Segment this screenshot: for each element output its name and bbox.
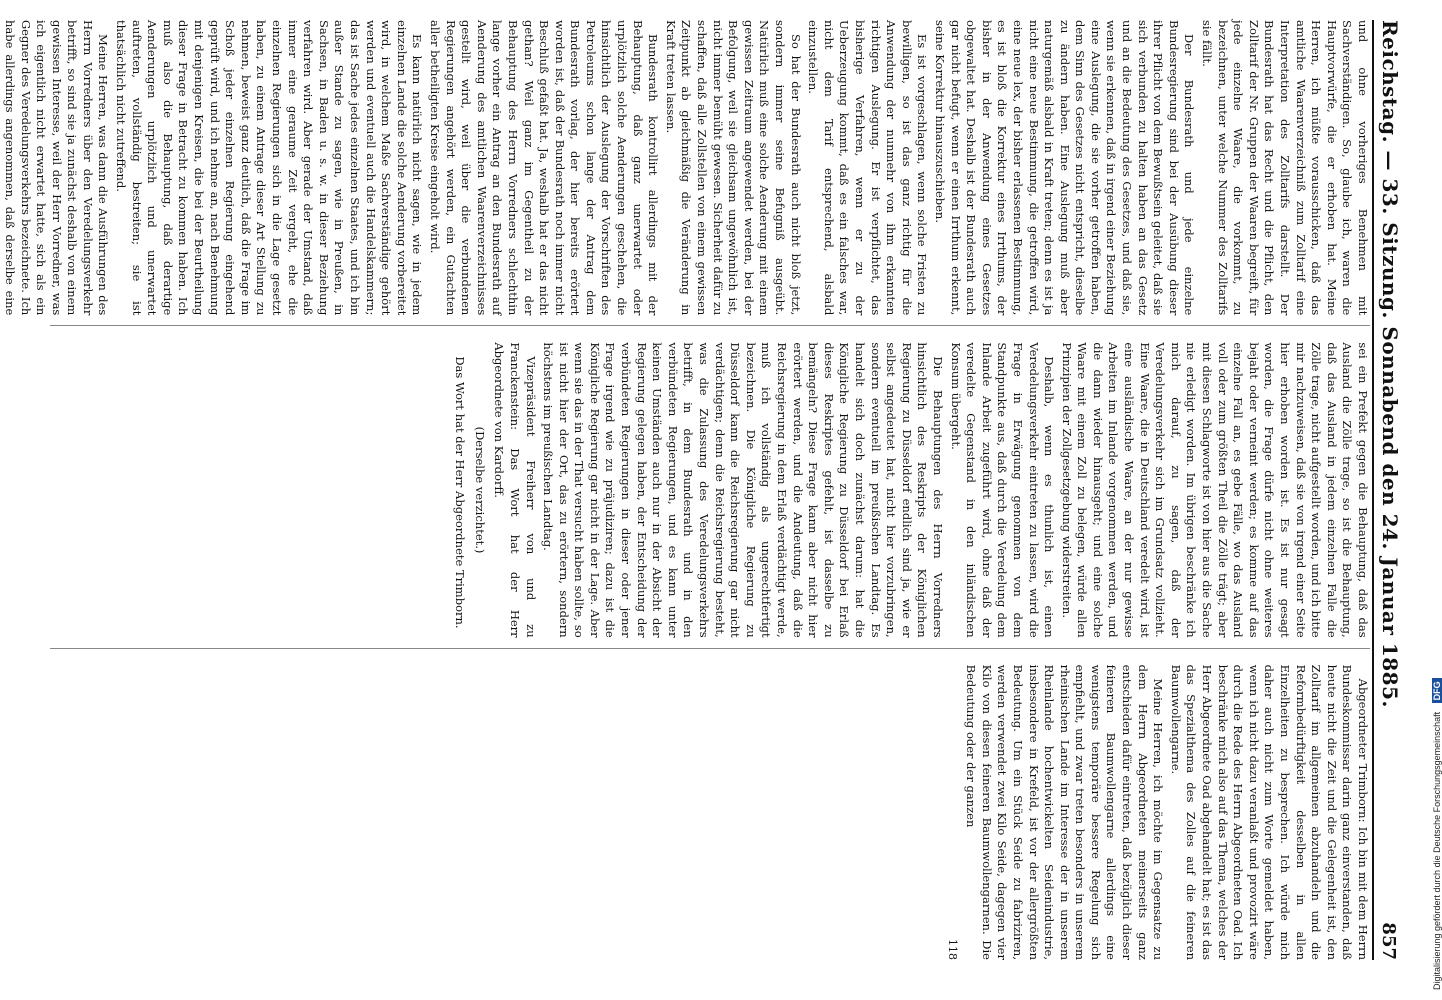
- paragraph: Deshalb, wenn es thunlich ist, einen Veredelungsverkehr eintreten zu lassen, wird die Frage in Erwägung genommen von dem Standpunkte aus, daß durch die Veredelung dem Inlande Arbeit zugeführt wird, ohne daß der veredelte Gegenstand in den inländischen Konsum übergeht.: [948, 342, 1057, 638]
- credit-text: Digitalisierung gefördert durch die Deutsche Forschungsgemeinschaft: [1432, 711, 1442, 990]
- page-number: 857: [1378, 922, 1399, 960]
- column-2: [50, 342, 1370, 648]
- paragraph: Meine Herren, was dann die Ausführungen des Herrn Vorredners über den Veredelungsverkehr betrifft, so sind sie ja zunächst deshalb von einem gewissen Interesse, weil der Herr Vorredner, was ich eigentlich nicht erwartet hatte, sich als ein Gegner des Veredelungsverkehrs bezeichnete. Ich habe allerdings angenommen, daß derselbe eine: [2, 20, 111, 316]
- page-header: [1372, 20, 1412, 960]
- speaker-intro: Vizepräsident Freiherr von und zu Franckenstein: Das Wort hat der Herr Abgeordnete von Kardorff.: [492, 342, 538, 638]
- text-columns: [2, 20, 1370, 960]
- sheet-folio: 118: [945, 938, 959, 960]
- paragraph: Meine Herren, ich möchte im Gegensatze zu dem Herrn Abgeordneten meinerseits ganz entschieden dafür eintreten, daß bezüglich dieser feineren Baumwollengarne allerdings eine wenigstens temporäre bessere Regelung sich empfiehlt, und zwar treten besonders in unserem rheinischen Lande im Interesse der in unserem Rheinlande hochentwickelten Seidenindustrie, insbesondere in Krefeld, ist vor der allergrößten Bedeutung. Um ein Stück Seide zu fabriziren, werden verwendet zwei Kilo Seide, dagegen vier Kilo von diesen feineren Baumwollengarnen. Die Bedeutung oder der ganzen: [964, 664, 1166, 960]
- speaker-intro: Das Wort hat der Herr Abgeordnete Trimborn.: [453, 356, 468, 629]
- paragraph: So hat der Bundesrath auch nicht bloß jetzt, sondern immer seine Befugniß ausgeübt. Natürlich muß eine solche Aenderung mit einem gewissen Zeitraum angewendet werden, bei der Befolgung, weil sie gleichsam ungewöhnlich ist, nicht immer bemüht gewesen. Sicherheit dafür zu schaffen, daß alle Zollstellen von einem gewissen Zeitpunkt ab gleichmäßig die Veränderung in Kraft treten lassen.: [663, 20, 803, 316]
- paragraph: Es kann natürlich nicht sagen, wie in jedem einzelnen Lande die solche Aenderung vorbereitet wird, in welchem Maße Sachverständige gehört werden und eventuell auch die Handelskammern; das ist Sache jedes einzelnen Staates, und ich bin außer Stande zu sagen, wie in Preußen, in Sachsen, in Baden u. s. w. in dieser Beziehung verfahren wird. Aber gerade der Umstand, daß immer eine geraume Zeit vergeht, ehe die einzelnen Regierungen sich in die Lage gesetzt haben, zu einem Antrage dieser Art Stellung zu nehmen, beweist ganz deutlich, daß die Frage im Schoß jeder einzelnen Regierung eingehend geprüft wird, und ich nehme an, nach Benehmung mit denjenigen Kreisen, die bei der Beurtheilung dieser Frage in Betracht zu kommen haben. Ich muß also die Behauptung, daß derartige Aenderungen urplötzlich und unerwartet auftreten, vollständig bestreiten; sie ist thatsächlich nicht zutreffend.: [114, 20, 425, 316]
- paragraph: Es ist vorgeschlagen, wenn solche Fristen zu bewilligen, so ist das ganz richtig für die Anwendung der nunmehr von ihm erkannten richtigen Auslegung. Er ist verpflichtet, das bisherige Verfahren, wenn er zu der Ueberzeugung kommt, daß es ein falsches war, nicht dem Tarif entsprechend, alsbald einzustellen.: [806, 20, 930, 316]
- paragraph: Der Bundesrath und jede einzelne Bundesregierung sind bei der Ausübung dieser ihrer Pflicht von dem Bewußtsein geleitet, daß sie sich verbunden zu halten haben an das Gesetz und an die Bedeutung des Gesetzes, und daß sie, wenn sie erkennen, daß in irgend einer Beziehung eine Auslegung, die sie vorher getroffen haben, dem Sinn des Gesetzes nicht entspricht, dieselbe zu ändern haben. Eine Auslegung muß aber naturgemäß alsbald in Kraft treten; denn es ist ja nicht eine neue Bestimmung, die getroffen wird, eine neue lex, der bisher erlassenen Bestimmung, es ist bloß die Korrektur eines Irrthums, der bisher in der Anwendung eines Gesetzes obgewaltet hat. Deshalb ist der Bundesrath auch gar nicht befugt, wenn er einen Irrthum erkennt, seine Korrektur hinauszuschieben.: [932, 20, 1197, 316]
- paragraph: Bundesrath kontrollirt allerdings mit der Behauptung, daß ganz unerwartet oder urplötzlich solche Aenderungen geschehen, die hinsichtlich der Auslegung der Vorschriften des Petroleums schon lange der Antrag dem Bundesrath vorlag, der hier bereits erörtert worden ist, daß der Bundesrath noch immer nicht Beschluß gefaßt hat. Ja, weshalb hat er das nicht gethan? Weil ganz im Gegentheil zu der Behauptung des Herrn Vorredners schlechthin lange vorher ein Antrag an den Bundesrath auf Aenderung des amtlichen Waarenverzeichnisses gestellt wird, weil über die verbundenen Regierungen angehört werden, ein Gutachten aller betheiligten Kreise eingeholt wird.: [427, 20, 661, 316]
- stage-note: (Derselbe verzichtet.): [472, 426, 487, 554]
- running-head: Reichstag. — 33. Sitzung. Sonnabend den 24. Januar 1885.: [1378, 20, 1402, 708]
- digitization-credit: [1432, 10, 1442, 990]
- dfg-logo: DFG: [1432, 678, 1442, 703]
- paragraph: Die Behauptungen des Herrn Vorredners hinsichtlich des Reskripts der Königlichen Regierung zu Düsseldorf endlich sind ja, wie er selbst angedeutet hat, nicht hier vorzubringen, sondern eventuell im preußischen Landtag. Es handelt sich doch zunächst darum: hat die Königliche Regierung zu Düsseldorf bei Erlaß dieses Reskriptes gefehlt, ist dasselbe zu bemängeln? Diese Frage kann aber nicht hier erörtert werden, und die Andeutung, daß die Reichsregierung in dem Erlaß verdächtigt werde, muß ich vollständig als ungerechtfertigt bezeichnen. Die Königliche Regierung zu Düsseldorf kann die Reichsregierung gar nicht verdächtigen; denn die Reichsregierung besteht, was die Zulassung des Veredelungsverkehrs betrifft, in dem Bundesrath und in den verbündeten Regierungen, und es kann unter keinen Umständen auch nur in der Absicht der Regierung gelegen haben, der Entscheidung der verbündeten Regierungen in dieser oder jener Frage irgend wie zu präjudiziren; dazu ist die Königliche Regierung gar nicht in der Lage. Aber wenn sie das in der That versucht haben sollte, so ist nicht hier der Ort, das zu erörtern, sondern höchstens im preußischen Landtag.: [541, 342, 945, 638]
- paragraph: Abgeordneter Trimborn: Ich bin mit dem Herrn Bundeskommissar darin ganz einverstanden, daß heute nicht die Zeit und die Gelegenheit ist, den Zolltarif im allgemeinen abzuhandeln und die Reformbedürftigkeit desselben in allen Einzelheiten zu besprechen. Ich würde mich daher auch nicht zum Worte gemeldet haben, wenn ich nicht dazu veranlaßt und provozirt wäre durch die Rede des Herrn Abgeordneten Oad. Ich beschränke mich also auf das Thema, welches der Herr Abgeordnete Oad abgehandelt hat; es ist das das Spezialthema des Zolles auf die feineren Baumwollengarne.: [1168, 664, 1370, 960]
- paragraph: sei ein Prefekt gegen die Behauptung, daß das Ausland die Zölle trage, so ist die Behauptung, daß das Ausland in jedem einzelnen Falle die Zölle trage, nicht aufgestellt worden, und ich bitte mir nachzuweisen, daß sie von irgend einer Seite hier erhoben worden ist. Es ist nur gesagt worden, die Frage dürfe nicht ohne weiteres bejaht oder verneint werden; es komme auf das einzelne Fall an, es gebe Fälle, wo das Ausland voll oder zum größten Theil die Zölle trägt; aber mit diesen Schlagworte ist von hier aus die Sache nie erledigt worden. Im übrigen beschränke ich mich darauf, zu sagen, daß der Veredelungsverkehr sich im Grundsatz vollzieht. Eine Waare, die in Deutschland veredelt wird, ist eine ausländische Waare, an der nur gewisse Arbeiten im Inlande vorgenommen werden, und die dann wieder hinausgeht; und eine solche Waare mit einem Zoll zu belegen, würde allen Prinzipien der Zollgesetzgebung widerstreiten.: [1059, 342, 1370, 638]
- rotated-page: [2, 10, 1420, 970]
- column-1: [2, 20, 1370, 326]
- column-3: [50, 665, 1370, 960]
- paragraph: und ohne vorheriges Benehmen mit Sachverständigen. So, glaube ich, waren die Hauptvorwürfe, die er erhoben hat. Meine Herren, ich müßte vorausschicken, daß das amtliche Waarenverzeichniß zum Zolltarif eine Interpretation des Zolltarifs darstellt. Der Bundesrath hat das Recht und die Pflicht, den Zolltarif der Nr. Gruppen der Waaren begreift, für jede einzelne Waare, die vorkommt, zu bezeichnen, unter welche Nummer des Zolltarifs sie fällt.: [1200, 20, 1370, 316]
